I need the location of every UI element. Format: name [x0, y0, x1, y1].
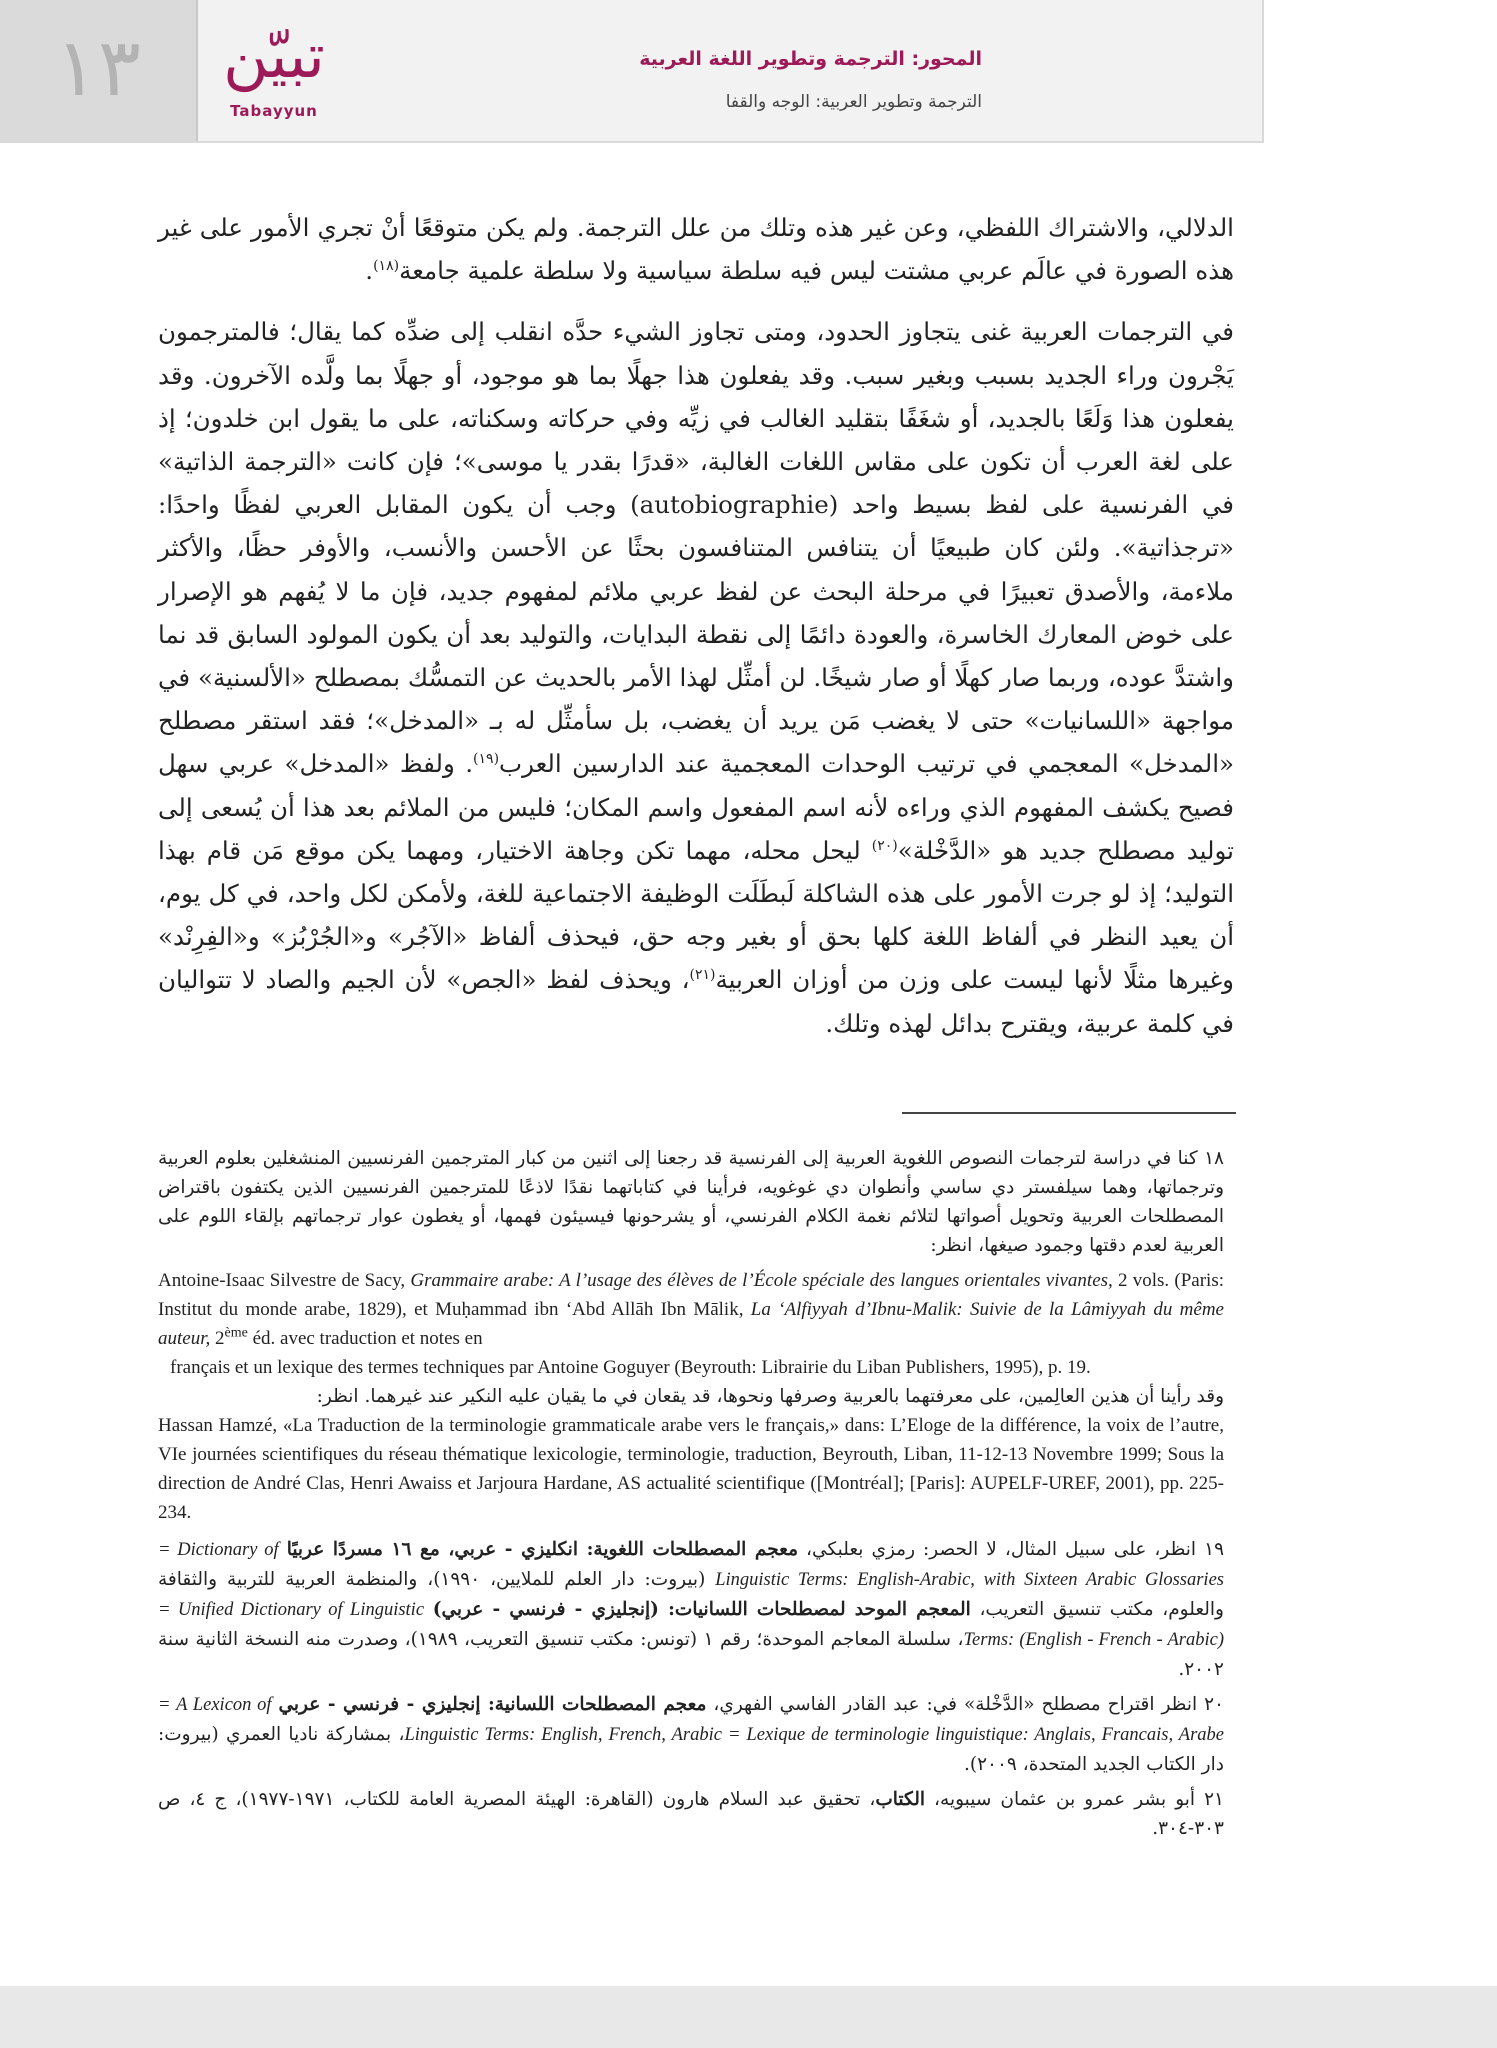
footnote-18-number: ١٨ [1204, 1148, 1224, 1169]
footnote-20-text-a: انظر اقتراح مصطلح «الدَّخْلة» في: عبد القادر الفاسي الفهري، [706, 1694, 1198, 1715]
footnotes [158, 1144, 1224, 1849]
footnote-18-reference-1-cont: français et un lexique des termes techniques par Antoine Goguyer (Beyrouth: Librairie du Liban Publishers, 1995), p. 19. [170, 1357, 1091, 1378]
paragraph-2-text-c: ليحل محله، مهما تكن وجاهة الاختيار، ومهما يكن موقع مَن قام بهذا التوليد؛ إذ لو جرت الأمور على هذه الشاكلة لَبطَلَت الوظيفة الاجتماعية للغة، ولأمكن لكل واحد، في كل يوم، أن يعيد النظر في ألفاظ اللغة كلها بحق أو بغير وجه حق، فيحذف ألفاظ «الآجُر» و«الجُرْبُز» و«الفِرِنْد» وغيرها مثلًا لأنها ليست على وزن من أوزان العربية [158, 835, 1234, 995]
footnote-21-text-a: أبو بشر عمرو بن عثمان سيبويه، [924, 1789, 1196, 1810]
logo-arabic: تبيّن [223, 19, 325, 92]
page-footer-bar [0, 1986, 1497, 2048]
footnote-19-text-c: ، سلسلة المعاجم الموحدة؛ رقم ١ (تونس: مكتب تنسيق التعريب، ١٩٨٩)، وصدرت منه النسخة الثانية سنة ٢٠٠٢. [158, 1629, 1224, 1680]
ref-details-1: 2 vols. (Paris: Institut du monde arabe, 1829), et Muḥammad ibn ‘Abd Allāh Ibn Mālik, [158, 1270, 1224, 1320]
page-number: ١٣ [55, 21, 141, 114]
footnote-ref-18[interactable]: (١٨) [373, 258, 400, 275]
paragraph-2-text-b: . ولفظ «المدخل» عربي سهل فصيح يكشف المفهوم الذي وراءه لأنه اسم المفعول واسم المكان؛ فليس من الملائم بعد هذا أن يُسعى إلى توليد مصطلح جديد هو «الدَّخْلة» [158, 749, 1234, 865]
footnote-19-text-b: (بيروت: دار العلم للملايين، ١٩٩٠)، والمنظمة العربية للتربية والثقافة والعلوم، مكتب تنسيق التعريب، [158, 1569, 1224, 1620]
ref-title-alfiyyah: La ‘Alfiyyah d’Ibnu-Malik: Suivie de la Lâmiyyah du même auteur, [158, 1299, 1224, 1349]
paragraph-1-end: . [365, 256, 374, 286]
logo-english: Tabayyun [230, 102, 318, 120]
journal-logo [214, 14, 334, 130]
footnote-separator [902, 1112, 1236, 1114]
paragraph-1-text: الدلالي، والاشتراك اللفظي، وعن غير هذه وتلك من علل الترجمة. ولم يكن متوقعًا أنْ تجري الأمور على غير هذه الصورة في عالَم عربي مشتت ليس فيه سلطة سياسية ولا سلطة علمية جامعة [158, 213, 1234, 286]
article-running-title: الترجمة وتطوير العربية: الوجه والقفا [725, 92, 982, 112]
footnote-19-number: ١٩ [1204, 1539, 1225, 1560]
footnote-20-number: ٢٠ [1204, 1694, 1224, 1715]
footnote-18-reference-2: Hassan Hamzé, «La Traduction de la terminologie grammaticale arabe vers le français,» dans: L’Eloge de la différence, la voix de l’autre, VIe journées scientifiques du réseau thématique lexicologie, terminologie, traduction, Beyrouth, Liban, 11-12-13 Novembre 1999; Sous la direction de André Clas, Henri Awaiss et Jarjoura Hardane, AS actualité scientifique ([Montréal]; [Paris]: AUPELF-UREF, 2001), pp. 225-234. [158, 1415, 1224, 1523]
footnote-19-english-title-b: = Unified Dictionary of Linguistic Terms: (English - French - Arabic) [158, 1600, 1224, 1650]
ref-edition-number: 2 [210, 1328, 225, 1349]
footnote-21-title: الكتاب [875, 1789, 925, 1810]
footnote-ref-21[interactable]: (٢١) [689, 967, 716, 984]
ref-title-grammaire: Grammaire arabe: A l’usage des élèves de l’École spéciale des langues orientales vivantes, [410, 1270, 1113, 1291]
footnote-19-title-b: المعجم الموحد لمصطلحات اللسانيات: (إنجليزي - فرنسي - عربي) [432, 1599, 971, 1620]
footnote-21 [158, 1785, 1224, 1843]
page-number-box [0, 0, 198, 141]
paragraph-1 [158, 206, 1234, 292]
footnote-19 [158, 1535, 1224, 1684]
footnote-20-text-b: ، بمشاركة ناديا العمري (بيروت: دار الكتاب الجديد المتحدة، ٢٠٠٩). [158, 1724, 1224, 1775]
footnote-18-arabic: كنا في دراسة لترجمات النصوص اللغوية العربية إلى الفرنسية قد رجعنا إلى اثنين من كبار المترجمين الفرنسيين المنشغلين بعلوم العربية وترجماتها، وهما سيلفستر دي ساسي وأنطوان دي غوغويه، فرأينا في كتاباتهما نقدًا لاذعًا للمترجمين الفرنسيين الذين يكتفون باقتراض المصطلحات العربية وتحويل أصواتها لتلائم نغمة الكلام الفرنسي، أو يشرحونها فيسيئون فهمها، أو يغطون عوار ترجماتهم بإلقاء اللوم على العربية لعدم دقتها وجمود صيغها، انظر: [158, 1148, 1224, 1256]
article-body [158, 206, 1234, 1063]
paragraph-2-text-a: في الترجمات العربية غنى يتجاوز الحدود، ومتى تجاوز الشيء حدَّه انقلب إلى ضدِّه كما يقال؛ فالمترجمون يَجْرون وراء الجديد بسبب وبغير سبب. وقد يفعلون هذا جهلًا بما هو موجود، أو جهلًا بما ولَّده الآخرون. وقد يفعلون هذا وَلَعًا بالجديد، أو شغَفًا بتقليد الغالب في زيِّه وفي حركاته وسكناته، على ما يقول ابن خلدون؛ إذ على لغة العرب أن تكون على مقاس اللغات الغالبة، «قدرًا بقدر يا موسى»؛ فإن كانت «الترجمة الذاتية» في الفرنسية على لفظ بسيط واحد (autobiographie) وجب أن يكون المقابل العربي لفظًا واحدًا: «ترجذاتية». ولئن كان طبيعيًا أن يتنافس المتنافسون بحثًا عن الأحسن والأنسب، والأوفر حظًا، والأكثر ملاءمة، والأصدق تعبيرًا في مرحلة البحث عن لفظ عربي ملائم لمفهوم جديد، فإن ما لا يُفهم هو الإصرار على خوض المعارك الخاسرة، والعودة دائمًا إلى نقطة البدايات، والتوليد بعد أن يكون المولود السابق قد نما واشتدَّ عوده، وربما صار كهلًا أو صار شيخًا. لن أمثِّل لهذا الأمر بالحديث عن التمسُّك بمصطلح «الألسنية» في مواجهة «اللسانيات» حتى لا يغضب مَن يريد أن يغضب، بل سأمثِّل له بـ «المدخل»؛ فقد استقر مصطلح «المدخل» المعجمي في ترتيب الوحدات المعجمية عند الدارسين العرب [158, 317, 1234, 779]
footnote-18 [158, 1144, 1224, 1260]
footnote-ref-20[interactable]: (٢٠) [871, 837, 898, 854]
footnote-20-title: معجم المصطلحات اللسانية: إنجليزي - فرنسي - عربي [278, 1694, 707, 1715]
paragraph-2-text-d: ، ويحذف لفظ «الجص» لأن الجيم والصاد لا تتواليان في كلمة عربية، ويقترح بدائل لهذه وتلك. [158, 965, 1234, 1038]
footnote-18-reference-1 [158, 1266, 1224, 1353]
footnote-19-english-title-a: = Dictionary of Linguistic Terms: English-Arabic, with Sixteen Arabic Glossaries [158, 1540, 1224, 1590]
footnote-ref-19[interactable]: (١٩) [473, 751, 500, 768]
footnote-21-number: ٢١ [1204, 1789, 1224, 1810]
ref-edition-details: éd. avec traduction et notes en [247, 1328, 483, 1349]
paragraph-2 [158, 310, 1234, 1044]
ref-edition-suffix: ème [224, 1325, 248, 1341]
footnote-19-text-a: انظر، على سبيل المثال، لا الحصر: رمزي بعلبكي، [797, 1539, 1197, 1560]
footnote-18-arabic-2: وقد رأينا أن هذين العالِمين، على معرفتهما بالعربية وصرفها ونحوها، قد يقعان في ما يقيان عليه النكير عند غيرهما. انظر: [316, 1386, 1224, 1407]
footnote-19-title-a: معجم المصطلحات اللغوية: انكليزي - عربي، مع ١٦ مسردًا عربيًا [286, 1539, 798, 1560]
footnote-20 [158, 1690, 1224, 1779]
ref-author-sacy: Antoine-Isaac Silvestre de Sacy, [158, 1270, 411, 1291]
page-header [0, 0, 1264, 143]
section-axis-title: المحور: الترجمة وتطوير اللغة العربية [639, 48, 982, 70]
footnote-21-text-b: ، تحقيق عبد السلام هارون (القاهرة: الهيئة المصرية العامة للكتاب، ١٩٧١-١٩٧٧)، ج ٤، ص ٣٠٣-٣٠٤. [158, 1789, 1224, 1839]
footnote-20-english-title: = A Lexicon of Linguistic Terms: English, French, Arabic = Lexique de terminologie linguistique: Anglais, Francais, Arabe [158, 1695, 1224, 1745]
